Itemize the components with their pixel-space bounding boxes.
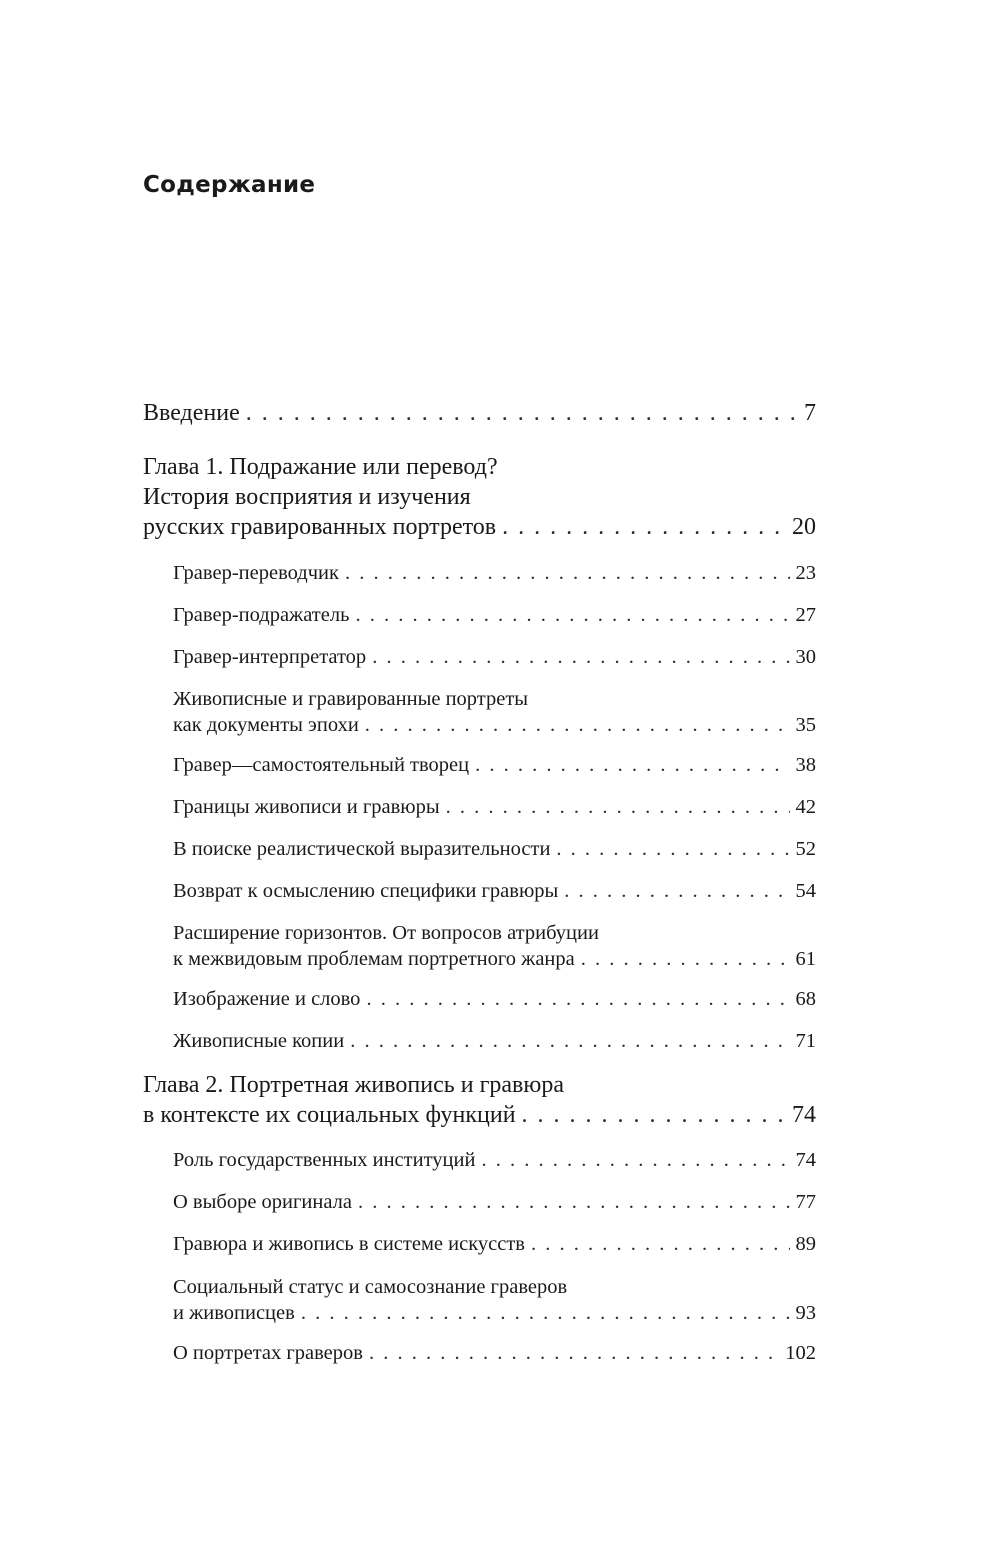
- toc-section-entry[interactable]: [173, 836, 816, 862]
- toc-entry-title-line: в контексте их социальных функций: [143, 1102, 516, 1128]
- toc-page-number: 42: [795, 796, 816, 818]
- dot-leader: [358, 1189, 790, 1215]
- toc-section-entry[interactable]: [173, 1189, 816, 1215]
- dot-leader: [502, 512, 786, 542]
- toc-page-number: 102: [785, 1342, 816, 1364]
- toc-entry-title-line: Живописные и гравированные портреты: [173, 688, 529, 710]
- toc-entry-title-line: Живописные копии: [173, 1030, 345, 1052]
- toc-page-number: 35: [795, 714, 816, 736]
- toc-page-number: 68: [795, 988, 816, 1010]
- toc-entry-title-line: Гравюра и живопись в системе искусств: [173, 1233, 525, 1255]
- dot-leader: [531, 1231, 790, 1257]
- dot-leader: [246, 398, 798, 428]
- toc-page-number: 23: [795, 562, 816, 584]
- toc-section-entry[interactable]: [173, 878, 816, 904]
- toc-section-entry[interactable]: [173, 794, 816, 820]
- toc-entry-title-line: Границы живописи и гравюры: [173, 796, 440, 818]
- dot-leader: [365, 712, 790, 738]
- toc-entry-title-line: Введение: [143, 400, 240, 426]
- toc-page-number: 20: [792, 514, 816, 540]
- toc-entry-title-line: Гравер-переводчик: [173, 562, 339, 584]
- toc-page-number: 74: [795, 1149, 816, 1171]
- dot-leader: [581, 946, 790, 972]
- dot-leader: [446, 794, 790, 820]
- toc-entry-title-line: Гравер—самостоятельный творец: [173, 754, 470, 776]
- toc-section-entry[interactable]: [173, 752, 816, 778]
- toc-page-number: 30: [795, 646, 816, 668]
- toc-page-number: 93: [795, 1302, 816, 1324]
- toc-entry-title-line: Глава 1. Подражание или перевод?: [143, 454, 498, 480]
- toc-section-entry[interactable]: [173, 1340, 816, 1366]
- toc-entry-title-line: Расширение горизонтов. От вопросов атрибуции: [173, 922, 599, 944]
- dot-leader: [522, 1100, 786, 1130]
- toc-entry-title-line: Гравер-интерпретатор: [173, 646, 367, 668]
- dot-leader: [564, 878, 789, 904]
- toc-entry-title-line: Возврат к осмыслению специфики гравюры: [173, 880, 559, 902]
- toc-entry-title-line: как документы эпохи: [173, 714, 359, 736]
- toc-page-number: 77: [795, 1191, 816, 1213]
- toc-section-entry[interactable]: [173, 602, 816, 628]
- toc-entry-title-line: к межвидовым проблемам портретного жанра: [173, 948, 575, 970]
- toc-chapter-entry[interactable]: [143, 398, 816, 428]
- dot-leader: [369, 1340, 779, 1366]
- toc-section-entry[interactable]: [173, 1231, 816, 1257]
- toc-section-entry[interactable]: [173, 1147, 816, 1173]
- dot-leader: [301, 1300, 790, 1326]
- toc-entry-title-line: История восприятия и изучения: [143, 484, 471, 510]
- toc-chapter-entry[interactable]: [143, 452, 816, 542]
- dot-leader: [355, 602, 789, 628]
- toc-section-entry[interactable]: [173, 1028, 816, 1054]
- toc-page-number: 89: [795, 1233, 816, 1255]
- toc-chapter-entry[interactable]: [143, 1070, 816, 1130]
- toc-entry-title-line: Изображение и слово: [173, 988, 361, 1010]
- dot-leader: [345, 560, 790, 586]
- toc-section-entry[interactable]: [173, 1274, 816, 1326]
- toc-page-number: 38: [795, 754, 816, 776]
- toc-page-number: 61: [795, 948, 816, 970]
- dot-leader: [556, 836, 789, 862]
- toc-section-entry[interactable]: [173, 560, 816, 586]
- toc-page-number: 52: [795, 838, 816, 860]
- toc-section-entry[interactable]: [173, 644, 816, 670]
- toc-entry-title-line: Глава 2. Портретная живопись и гравюра: [143, 1072, 564, 1098]
- toc-entry-title-line: Гравер-подражатель: [173, 604, 350, 626]
- toc-page-number: 7: [804, 400, 816, 426]
- table-of-contents: [143, 398, 816, 1380]
- dot-leader: [350, 1028, 789, 1054]
- toc-entry-title-line: русских гравированных портретов: [143, 514, 497, 540]
- toc-page-number: 74: [792, 1102, 816, 1128]
- toc-entry-title-line: и живописцев: [173, 1302, 295, 1324]
- toc-entry-title-line: Роль государственных институций: [173, 1149, 476, 1171]
- toc-section-entry[interactable]: [173, 986, 816, 1012]
- toc-entry-title-line: В поиске реалистической выразительности: [173, 838, 551, 860]
- dot-leader: [372, 644, 789, 670]
- toc-section-entry[interactable]: [173, 686, 816, 738]
- toc-page-number: 71: [795, 1030, 816, 1052]
- dot-leader: [475, 752, 789, 778]
- dot-leader: [366, 986, 789, 1012]
- toc-page-number: 27: [795, 604, 816, 626]
- toc-entry-title-line: Социальный статус и самосознание граверов: [173, 1276, 568, 1298]
- page-title: Содержание: [143, 172, 316, 198]
- toc-entry-title-line: О портретах граверов: [173, 1342, 363, 1364]
- toc-section-entry[interactable]: [173, 920, 816, 972]
- dot-leader: [481, 1147, 789, 1173]
- toc-page-number: 54: [795, 880, 816, 902]
- toc-entry-title-line: О выборе оригинала: [173, 1191, 352, 1213]
